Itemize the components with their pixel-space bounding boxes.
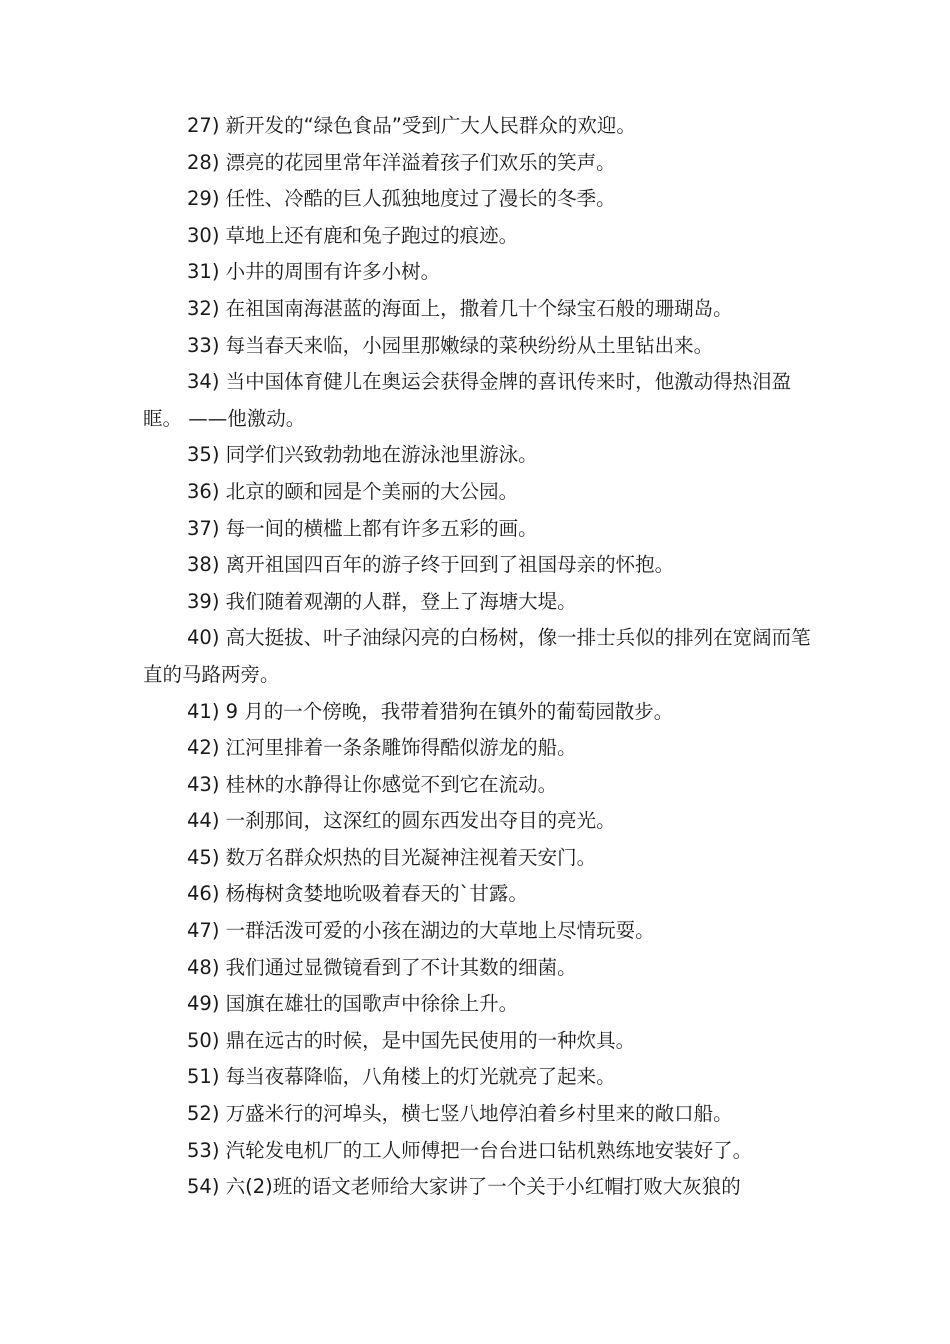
list-item: 31) 小井的周围有许多小树。: [187, 260, 441, 284]
sentence-list: [143, 108, 811, 1206]
list-item: 54) 六(2)班的语文老师给大家讲了一个关于小红帽打败大灰狼的: [187, 1175, 741, 1199]
list-item: 30) 草地上还有鹿和兔子跑过的痕迹。: [187, 223, 519, 247]
list-item: 51) 每当夜幕降临，八角楼上的灯光就亮了起来。: [187, 1065, 616, 1089]
list-item: 29) 任性、冷酷的巨人孤独地度过了漫长的冬季。: [187, 187, 616, 211]
list-item: 34) 当中国体育健儿在奥运会获得金牌的喜讯传来时，他激动得热泪盈眶。 ——他激动。: [143, 370, 792, 430]
list-item: 49) 国旗在雄壮的国歌声中徐徐上升。: [187, 992, 519, 1016]
list-item: 52) 万盛米行的河埠头，横七竖八地停泊着乡村里来的敞口船。: [187, 1102, 733, 1126]
list-item: 44) 一刹那间，这深红的圆东西发出夺目的亮光。: [187, 809, 616, 833]
list-item: 43) 桂林的水静得让你感觉不到它在流动。: [187, 772, 558, 796]
list-item: 50) 鼎在远古的时候，是中国先民使用的一种炊具。: [187, 1028, 636, 1052]
list-item: 38) 离开祖国四百年的游子终于回到了祖国母亲的怀抱。: [187, 553, 675, 577]
list-item: 32) 在祖国南海湛蓝的海面上，撒着几十个绿宝石般的珊瑚岛。: [187, 296, 733, 320]
list-item: 28) 漂亮的花园里常年洋溢着孩子们欢乐的笑声。: [187, 150, 616, 174]
list-item: 39) 我们随着观潮的人群，登上了海塘大堤。: [187, 589, 577, 613]
list-item: 37) 每一间的横槛上都有许多五彩的画。: [187, 516, 538, 540]
list-item: 53) 汽轮发电机厂的工人师傅把一台台进口钻机熟练地安装好了。: [187, 1138, 753, 1162]
list-item: 46) 杨梅树贪婪地吮吸着春天的`甘露。: [187, 882, 528, 906]
list-item: 35) 同学们兴致勃勃地在游泳池里游泳。: [187, 443, 538, 467]
list-item: 27) 新开发的“绿色食品”受到广大人民群众的欢迎。: [187, 114, 636, 137]
list-item: 36) 北京的颐和园是个美丽的大公园。: [187, 479, 519, 503]
list-item: 40) 高大挺拔、叶子油绿闪亮的白杨树，像一排士兵似的排列在宽阔而笔直的马路两旁。: [143, 626, 811, 686]
list-item: 33) 每当春天来临，小园里那嫩绿的菜秧纷纷从土里钻出来。: [187, 333, 714, 357]
list-item: 45) 数万名群众炽热的目光凝神注视着天安门。: [187, 845, 597, 869]
list-item: 47) 一群活泼可爱的小孩在湖边的大草地上尽情玩耍。: [187, 919, 655, 943]
list-item: 42) 江河里排着一条条雕饰得酷似游龙的船。: [187, 736, 577, 760]
list-item: 48) 我们通过显微镜看到了不计其数的细菌。: [187, 955, 577, 979]
list-item: 41) 9 月的一个傍晚，我带着猎狗在镇外的葡萄园散步。: [187, 699, 674, 723]
